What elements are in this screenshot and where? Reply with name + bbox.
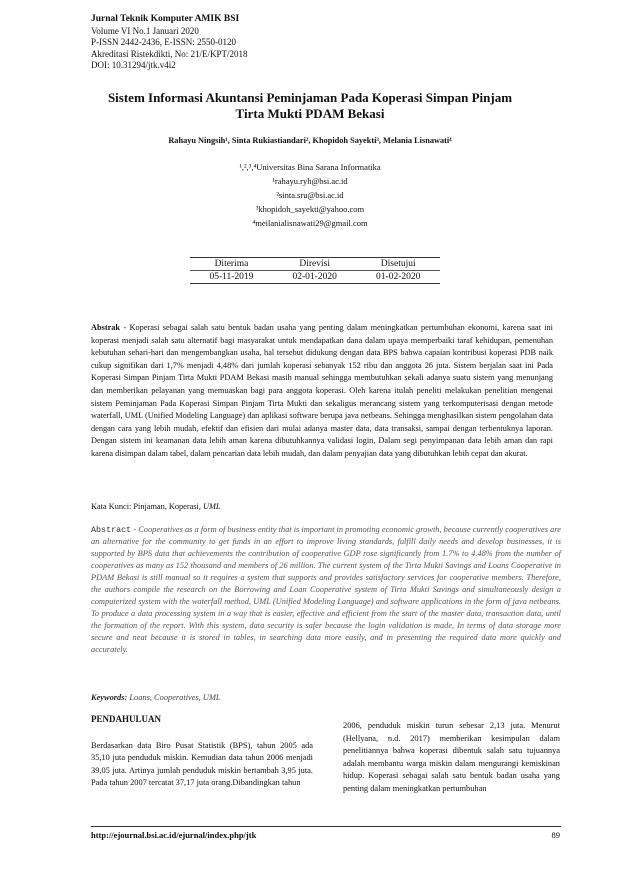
body-column-left [91,713,313,790]
kata-kunci-label: Kata Kunci: [91,502,134,511]
submission-dates-table [190,257,440,284]
abstrak-text: - Koperasi sebagai salah satu bentuk badan usaha yang penting dalam meningkatkan pertumbuhan ekonomi, karena saat ini koperasi menjadi salah satu alternatif bagi masyarakat untuk mendapatkan dana dalam upaya memperbaiki taraf kehidupan, pemenuhan kebutuhan sehari-hari dan mengembangkan usaha, hal tersebut didukung dengan data BPS bahwa capaian kontribusi koperasi PDB naik cukup signifikan dari 1,7% menjadi 4,48% dari jumlah koperasi sebanyak 152 ribu dan anggota 26 juta. Sistem berjalan saat ini Pada Koperasi Simpan Pinjam Tirta Mukti PDAM Bekasi masih manual sehingga membutuhkan sekali adanya suatu sistem yang menunjang dan memberikan pelayanan yang memuaskan bagi para anggota koperasi. Oleh karena itulah peneliti melakukan penelitian mengenai sistem Peminjaman Pada Koperasi Simpan Pinjam Tirta Mukti dan sekaligus merancang sistem yang terkomputerisasi dengan metode waterfall, UML (Unified Modeling Language) dan aplikasi software berupa java netbeans. Sehingga menghasilkan sistem pengolahan data dengan cara yang lebih mudah, efektif dan efisien dari mulai adanya master data, data transaksi, sampai dengan terbentuknya laporan. Dengan sistem ini keamanan data lebih aman karena dibutuhkannya validasi login, Dalam segi penyimpanan data lebih aman dan rapi karena disimpan dalam tabel, dalam pencarian data lebih mudah, dan dalam penyajian data yang dibutuhkan lebih cepat dan akurat. [91,323,553,458]
revised-label: Direvisi [299,259,330,269]
journal-doi: DOI: 10.31294/jtk.v4i2 [91,60,176,71]
affiliation-institution: ¹,²,³,⁴Universitas Bina Sarana Informatika [239,162,381,172]
author-email-1[interactable]: ¹rahayu.ryh@bsi.ac.id [272,176,348,186]
abstract-text: - Cooperatives as a form of business entity that is important in promoting economic growth, because currently cooperatives are an alternative for the community to get funds in an effort to improve living standards, fulfill daily needs and develop businesses, it is supported by BPS data that achievements the contribution of cooperative GDP rose significantly from 1.7% to 4.48% from the number of cooperatives as many as 152 thousand and members of 26 million. The current system of the Tirta Mukti Savings and Loans Cooperative in PDAM Bekasi is still manual so it requires a system that supports and provides satisfactory services for cooperative members. Therefore, the authors compile the research on the Borrowing and Loan Cooperative system of Tirta Mukti Savings and simultaneously design a computerized system with the waterfall method, UML (Unified Modeling Language) and software applications in the form of java netbeans. To produce a data processing system in a way that is easier, effective and efficient from the start of the master data, transaction data, until the formation of the report. With this system, data security is safer because the login validation is made, In terms of data storage more secure and neat because it is stored in tables, in searching data more easily, and in presenting the required data more quickly and accurately. [91,525,561,654]
keywords-label: Keywords: [91,693,128,702]
journal-name: Jurnal Teknik Komputer AMIK BSI [91,14,240,24]
author-list: Rahayu Ningsih¹, Sinta Rukiastiandari², Khopidoh Sayekti³, Melania Lisnawati⁴ [168,136,452,145]
footer-divider [91,826,561,827]
abstrak-label: Abstrak [91,323,121,332]
page-number: 89 [551,830,560,840]
title-line-1: Sistem Informasi Akuntansi Peminjaman Pada Koperasi Simpan Pinjam [107,90,513,105]
accepted-label: Disetujui [380,259,416,269]
kata-kunci-text: Pinjaman, Koperasi, [133,502,203,511]
keywords-text: Loans, Cooperatives, UML [127,693,221,702]
author-email-3[interactable]: ³khopidoh_sayekti@yahoo.com [255,204,365,214]
received-label: Diterima [214,259,249,269]
abstract-label: Abstract [91,525,132,535]
abstrak-paragraph [91,322,553,461]
title-line-2: Tirta Mukti PDAM Bekasi [235,106,385,121]
journal-volume: Volume VI No.1 Januari 2020 [91,25,199,36]
journal-header [91,14,248,72]
author-email-2[interactable]: ²sinta.sru@bsi.ac.id [276,190,344,200]
abstract-english [91,524,561,656]
journal-issn: P-ISSN 2442-2436, E-ISSN: 2550-0120 [91,37,237,48]
accepted-date: 01-02-2020 [356,271,440,284]
received-date: 05-11-2019 [190,271,273,284]
affiliation-block [80,160,540,230]
journal-accreditation: Akreditasi Ristekdikti, No: 21/E/KPT/2018 [91,48,248,59]
revised-date: 02-01-2020 [273,271,357,284]
kata-kunci-uml: UML [203,502,221,511]
body-column-right [343,720,560,796]
author-email-4[interactable]: ⁴meilanialisnawati29@gmail.com [252,218,368,228]
body-paragraph-right: 2006, penduduk miskin turun sebesar 2,13 juta. Menurut (Hellyana, n.d. 2017) memberikan kesimpulan dalam penelitiannya bahwa koperasi dibentuk salah satu tujuannya adalah membantu warga miskin dalam mengurangi kemiskinan hidup. Koperasi sebagai salah satu bentuk badan usaha yang penting dalam meningkatkan pertumbuhan [343,721,560,793]
body-paragraph-left: Berdasarkan data Biro Pusat Statistik (BPS), tahun 2005 ada 35,10 juta penduduk miskin. Kemudian data tahun 2006 menjadi 39,05 juta. Artinya jumlah penduduk miskin bertambah 3,95 juta. Pada tahun 2007 tercatat 37,17 juta orang.Dibandingkan tahun [91,740,313,788]
paper-title [80,90,540,122]
keywords-english [91,693,221,702]
footer-url-link[interactable]: http://ejournal.bsi.ac.id/ejurnal/index.php/jtk [91,830,257,840]
kata-kunci [91,502,221,511]
section-heading: PENDAHULUAN [91,714,162,724]
